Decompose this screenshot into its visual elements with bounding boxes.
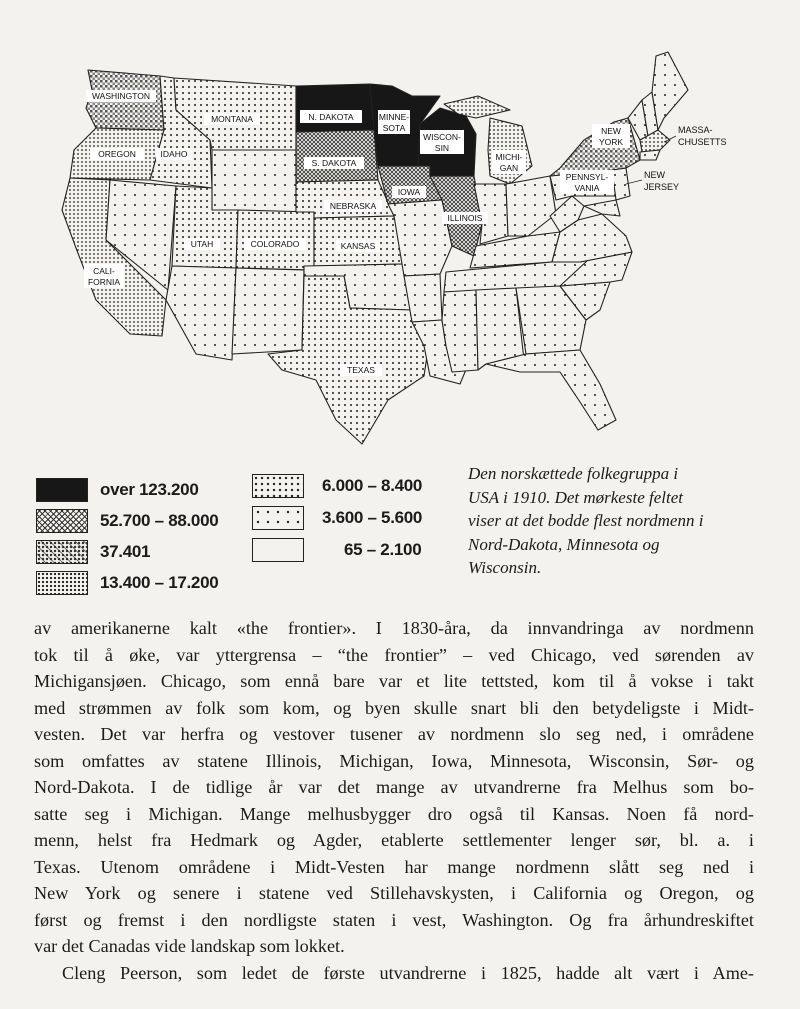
body-line: menn, helst fra Hedmark og Agder, etablerte settlementer lenger sør, bl. a. i [34, 830, 754, 850]
label-oregon: OREGON [98, 149, 136, 159]
legend-label-1: over 123.200 [100, 480, 199, 499]
body-line: Texas. Utenom områdene i Midt-Vesten har mange nordmenn slått seg ned i [34, 856, 754, 877]
legend-swatch-checker [36, 540, 88, 564]
label-massachusetts-2: CHUSETTS [678, 137, 727, 147]
label-new-york-2: YORK [598, 137, 624, 147]
label-illinois: ILLINOIS [447, 213, 483, 223]
label-pennsylvania-2: VANIA [574, 183, 600, 193]
legend-swatch-medium-dots [252, 474, 304, 498]
legend-label-6: 3.600 – 5.600 [322, 508, 423, 527]
label-iowa: IOWA [397, 187, 421, 197]
label-south-dakota: S. DAKOTA [311, 158, 357, 168]
label-california-1: CALI- [93, 266, 115, 276]
state-maryland [584, 200, 620, 216]
body-line: Michigansjøen. Chicago, som ennå bare var et lite tettsted, kom til å vokse i takt [34, 671, 754, 691]
legend-item-5 [252, 472, 422, 500]
map-caption [468, 462, 768, 580]
state-new-mexico [232, 268, 304, 354]
legend-swatch-black [36, 478, 88, 502]
legend-item-1 [36, 476, 198, 504]
legend-label-5: 6.000 – 8.400 [322, 476, 423, 495]
state-connecticut [640, 150, 660, 160]
label-colorado: COLORADO [250, 239, 300, 249]
state-arizona [166, 266, 236, 360]
label-texas: TEXAS [347, 365, 375, 375]
legend-swatch-crosshatch [36, 509, 88, 533]
caption-line: viser at det bodde flest nordmenn i [468, 511, 704, 530]
label-michigan-2: GAN [499, 163, 519, 173]
label-minnesota-2: SOTA [382, 123, 406, 133]
label-washington: WASHINGTON [91, 91, 151, 101]
legend-swatch-white [252, 538, 304, 562]
label-massachusetts-1: MASSA- [678, 125, 713, 135]
label-nebraska: NEBRASKA [329, 201, 377, 211]
state-florida [486, 350, 616, 430]
body-line: var det Canadas vide landskap som lokket. [34, 936, 345, 956]
caption-line: Den norskættede folkegruppa i [468, 464, 679, 483]
label-california-2: FORNIA [87, 277, 121, 287]
state-south-dakota [296, 130, 378, 182]
legend-item-2 [36, 507, 218, 535]
label-kansas: KANSAS [340, 241, 376, 251]
body-line: som omfattes av statene Illinois, Michigan, Iowa, Minnesota, Wisconsin, Sør- og [34, 750, 754, 771]
label-new-york-1: NEW [601, 126, 621, 136]
label-north-dakota: N. DAKOTA [308, 112, 354, 122]
label-utah: UTAH [190, 239, 214, 249]
usa-map [40, 40, 740, 460]
body-line: først og fremst i den nordligste staten i vest, Washington. Og fra århundreskiftet [34, 909, 754, 930]
legend-label-4: 13.400 – 17.200 [100, 573, 219, 592]
label-pennsylvania-1: PENNSYL- [565, 172, 609, 182]
label-new-jersey-1: NEW [644, 170, 665, 180]
legend-item-6 [252, 504, 422, 532]
body-text [34, 615, 754, 986]
body-line: av amerikanerne kalt «the frontier». I 1830-åra, da innvandringa av nordmenn [34, 618, 754, 638]
legend-item-7 [252, 536, 421, 564]
body-line: med strømmen av folk som kom, og byen skulle snart bli den betydeligste i Midt- [34, 697, 754, 718]
state-wyoming [212, 150, 296, 212]
caption-line: Nord-Dakota, Minnesota og [468, 534, 660, 554]
legend-label-3: 37.401 [100, 542, 151, 561]
label-minnesota-1: MINNE- [378, 112, 410, 122]
legend-swatch-sparse-dots [252, 506, 304, 530]
body-line: satte seg i Michigan. Mange melhusbygger dro også til Kansas. Noen få nord- [34, 803, 754, 824]
caption-line: Wisconsin. [468, 558, 542, 577]
state-nebraska [296, 180, 394, 218]
caption-line: USA i 1910. Det mørkeste feltet [468, 487, 683, 507]
body-line: New York og senere i statene ved Stillehavskysten, i California og Oregon, og [34, 883, 754, 903]
legend-label-7: 65 – 2.100 [344, 540, 422, 559]
state-north-dakota [296, 84, 374, 132]
legend-item-3 [36, 538, 150, 566]
label-michigan-1: MICHI- [495, 152, 523, 162]
state-ohio [506, 176, 556, 236]
body-line: vesten. Det var herfra og vestover tusener av nordmenn slo seg ned, i områdene [34, 724, 754, 744]
label-wisconsin-2: SIN [434, 143, 450, 153]
label-wisconsin-1: WISCON- [423, 132, 461, 142]
legend-label-2: 52.700 – 88.000 [100, 511, 219, 530]
body-line: tok til å øke, var yttergrensa – “the frontier” – ved Chicago, ved sørenden av [34, 644, 754, 665]
label-montana: MONTANA [211, 114, 253, 124]
label-new-jersey-2: JERSEY [644, 182, 680, 192]
label-idaho: IDAHO [160, 149, 188, 159]
legend-swatch-dense-dots [36, 571, 88, 595]
legend-item-4 [36, 569, 218, 597]
state-maine [652, 52, 688, 130]
body-line: Nord-Dakota. I de tidlige år var det mange av utvandrerne fra Melhus som bo- [34, 777, 754, 797]
body-line: Cleng Peerson, som ledet de første utvandrerne i 1825, hadde alt vært i Ame- [62, 962, 754, 983]
